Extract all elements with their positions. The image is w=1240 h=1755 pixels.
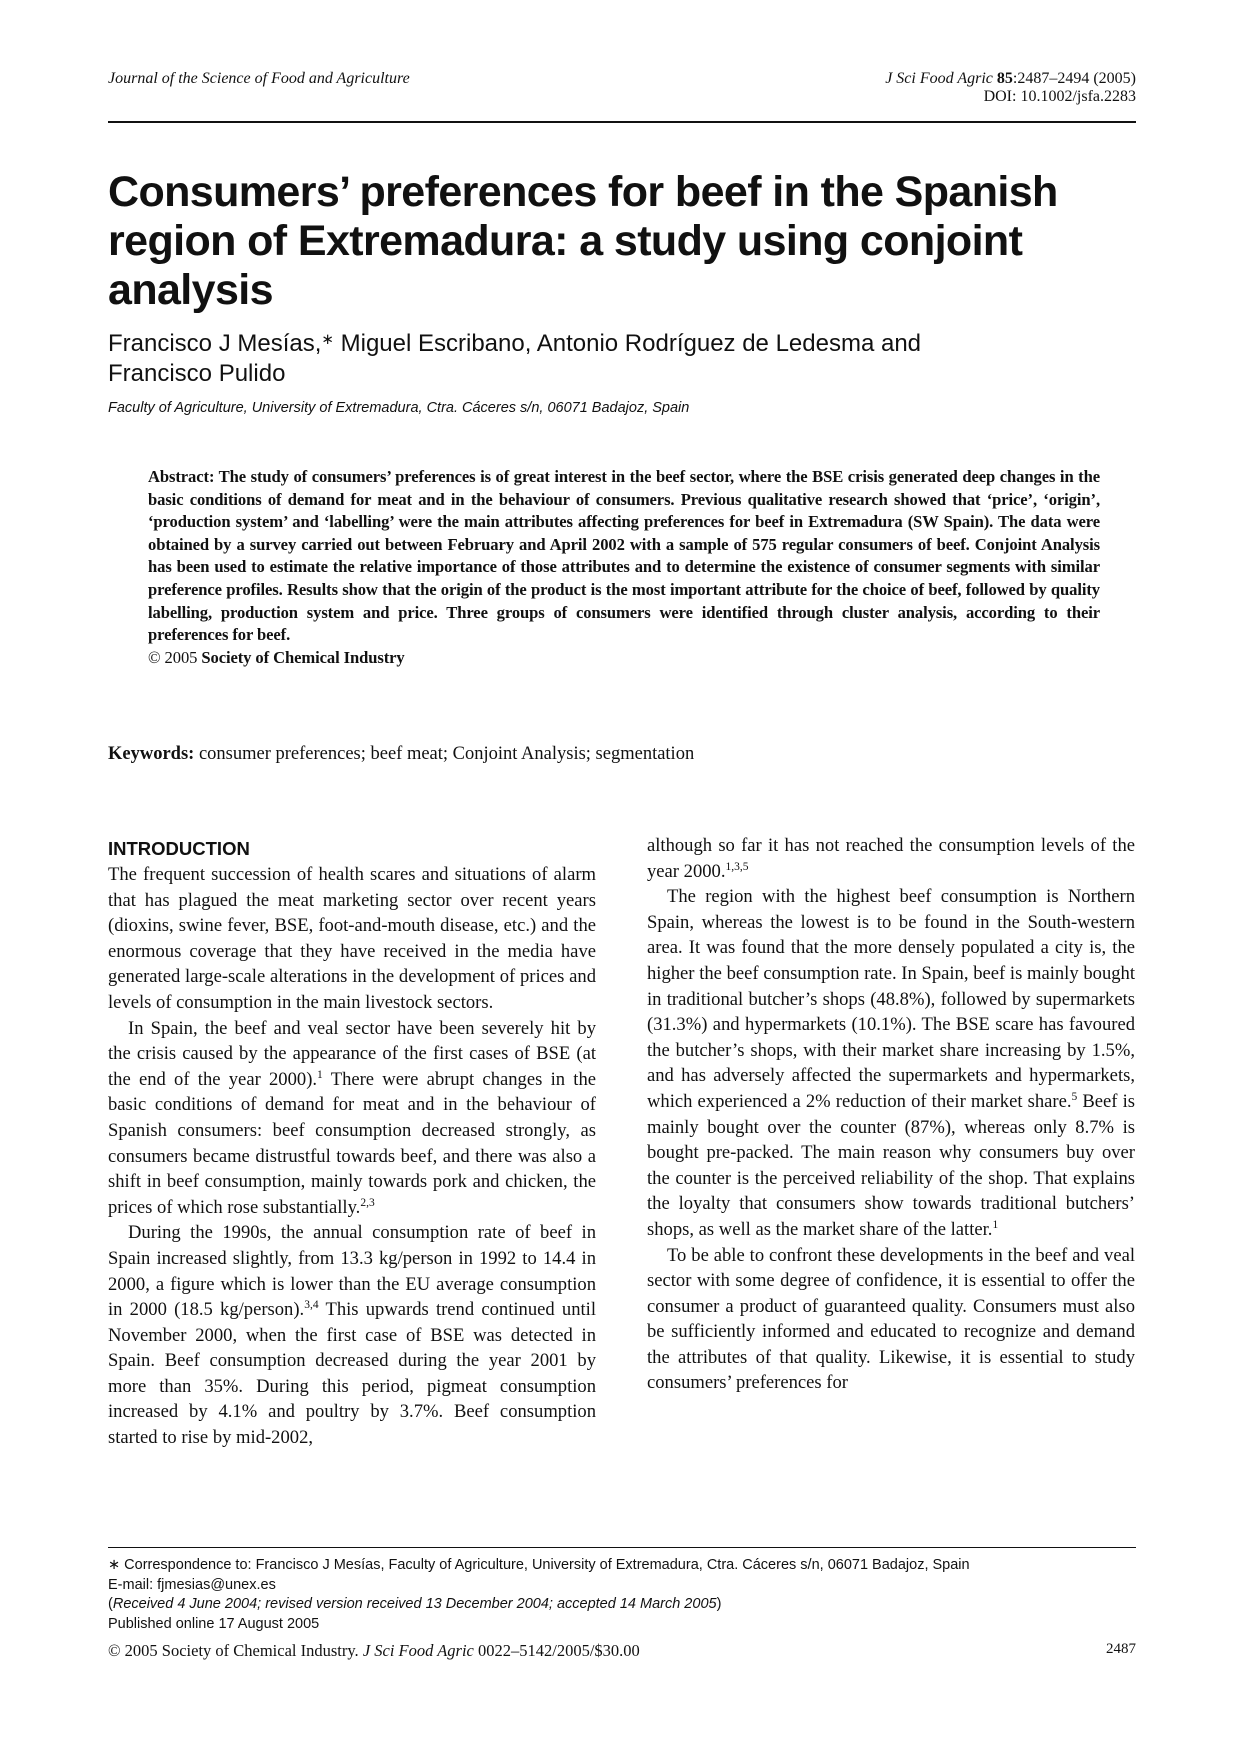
keywords [108, 744, 694, 765]
citation-pages: :2487–2494 (2005) [1012, 70, 1136, 87]
citation [885, 70, 1136, 88]
keywords-text: consumer preferences; beef meat; Conjoint Analysis; segmentation [194, 744, 695, 764]
keywords-label: Keywords: [108, 744, 195, 764]
paragraph-text: There were abrupt changes in the basic conditions of demand for meat and in the behaviour of Spanish consumers: beef consumption decreased strongly, as consumers became distrustful towards beef, and there was also a shift in beef consumption, mainly towards pork and chicken, the prices of which rose substantially. [108, 1068, 596, 1218]
co-authors: Miguel Escribano, Antonio Rodríguez de Ledesma and [333, 330, 922, 357]
reference-mark[interactable]: 3,4 [304, 1299, 319, 1312]
paragraph-text: This upwards trend continued until November 2000, when the first case of BSE was detected in Spain. Beef consumption decreased during the year 2001 by more than 35%. During this period, pigmeat consumption increased by 4.1% and poultry by 3.7%. Beef consumption started to rise by mid-2002, [108, 1299, 596, 1449]
abstract-text: Abstract: The study of consumers’ preferences is of great interest in the beef sector, where the BSE crisis generated deep changes in the basic conditions of demand for meat and in the behaviour of consumers. Previous qualitative research showed that ‘price’, ‘origin’, ‘production system’ and ‘labelling’ were the main attributes affecting preferences for beef in Extremadura (SW Spain). The data were obtained by a survey carried out between February and April 2002 with a sample of 575 regular consumers of beef. Conjoint Analysis has been used to estimate the relative importance of those attributes and to determine the existence of consumer segments with similar preference profiles. Results show that the origin of the product is the most important attribute for the choice of beef, followed by quality labelling, production system and price. Three groups of consumers were identified through cluster analysis, according to their preferences for beef. [148, 467, 1100, 645]
running-head [108, 70, 1136, 110]
authors-line-1 [108, 329, 1108, 359]
reference-mark[interactable]: 5 [1071, 1090, 1078, 1103]
paren: ( [108, 1596, 113, 1613]
paragraph [108, 1220, 596, 1450]
abstract-copyright [148, 647, 1100, 670]
paragraph-text: Beef is mainly bought over the counter (87%), whereas only 8.7% is bought pre-packed. The main reason why consumers buy over the counter is the perceived reliability of the shop. That explains the loyalty that consumers show towards traditional butchers’ shops, as well as the market share of the latter. [647, 1090, 1135, 1240]
email-note[interactable]: E-mail: fjmesias@unex.es [108, 1576, 276, 1593]
paragraph-text: The region with the highest beef consumption is Northern Spain, whereas the lowest is to be found in the South-western area. It was found that the more densely populated a city is, the higher the beef consumption rate. In Spain, beef is mainly bought in traditional butcher’s shops (48.8%), followed by supermarkets (31.3%) and hypermarkets (10.1%). The BSE scare has favoured the butcher’s shops, with their market share increasing by 1.5%, and has adversely affected the supermarkets and hypermarkets, which experienced a 2% reduction of their market share. [647, 886, 1135, 1112]
body-column-left [108, 836, 596, 1451]
header-divider [108, 121, 1136, 123]
author-lead: Francisco J Mesías, [108, 330, 322, 357]
paragraph: To be able to confront these developments in the beef and veal sector with some degree of confidence, it is essential to offer the consumer a product of guaranteed quality. Consumers must also be sufficiently informed and educated to recognize and demand the attributes of that quality. Likewise, it is essential to study consumers’ preferences for [647, 1244, 1135, 1394]
correspondence-mark: ∗ [321, 331, 334, 348]
footnotes [108, 1556, 1136, 1634]
footnote-divider [108, 1547, 1136, 1548]
section-heading: INTRODUCTION [108, 838, 250, 859]
affiliation: Faculty of Agriculture, University of Extremadura, Ctra. Cáceres s/n, 06071 Badajoz, Spain [108, 400, 690, 416]
reference-mark[interactable]: 2,3 [360, 1196, 375, 1209]
doi: DOI: 10.1002/jsfa.2283 [983, 88, 1136, 105]
journal-name: Journal of the Science of Food and Agriculture [108, 70, 410, 87]
footer-issn: 0022–5142/2005/$30.00 [473, 1641, 640, 1660]
paragraph-text: In Spain, the beef and veal sector have been severely hit by the crisis caused by the appearance of the first cases of BSE (at the end of the year 2000). [108, 1017, 596, 1090]
paren: ) [716, 1596, 722, 1613]
footer-journal: J Sci Food Agric [362, 1641, 474, 1660]
body-column-right [647, 833, 1135, 1396]
correspondence-note: ∗ Correspondence to: Francisco J Mesías, Faculty of Agriculture, University of Extremadura, Ctra. Cáceres s/n, 06071 Badajoz, Spain [108, 1557, 970, 1573]
authors-line-2: Francisco Pulido [108, 360, 286, 387]
paragraph-text: During the 1990s, the annual consumption rate of beef in Spain increased slightly, from 13.3 kg/person in 1992 to 14.4 in 2000, a figure which is lower than the EU average consumption in 2000 (18.5 kg/person). [108, 1222, 596, 1321]
footer-copyright: © 2005 Society of Chemical Industry. [108, 1641, 363, 1660]
paragraph: The frequent succession of health scares and situations of alarm that has plagued the meat marketing sector over recent years (dioxins, swine fever, BSE, foot-and-mouth disease, etc.) and the enormous coverage that they have received in the media have generated large-scale alterations in the development of prices and levels of consumption in the main livestock sectors. [108, 864, 596, 1013]
citation-block [885, 70, 1136, 106]
paragraph [108, 1016, 596, 1221]
abstract [148, 466, 1100, 669]
received-dates: Received 4 June 2004; revised version received 13 December 2004; accepted 14 March 2005 [112, 1596, 717, 1613]
reference-mark[interactable]: 1,3,5 [725, 860, 749, 873]
reference-mark[interactable]: 1 [317, 1068, 323, 1081]
copyright-holder: Society of Chemical Industry [197, 647, 405, 667]
citation-volume: 85 [996, 70, 1013, 87]
paragraph [647, 884, 1135, 1242]
authors [108, 329, 1108, 389]
citation-journal: J Sci Food Agric [885, 70, 993, 87]
published-note: Published online 17 August 2005 [108, 1615, 320, 1632]
reference-mark[interactable]: 1 [992, 1218, 999, 1231]
paragraph-text: although so far it has not reached the consumption levels of the year 2000. [647, 835, 1135, 882]
page-footer [108, 1641, 1136, 1661]
page-number: 2487 [1106, 1641, 1136, 1657]
received-note [108, 1595, 1136, 1615]
paragraph [647, 833, 1135, 884]
copyright-symbol: © 2005 [148, 647, 198, 667]
article-title: Consumers’ preferences for beef in the Spanish region of Extremadura: a study using conjoint analysis [108, 168, 1058, 314]
